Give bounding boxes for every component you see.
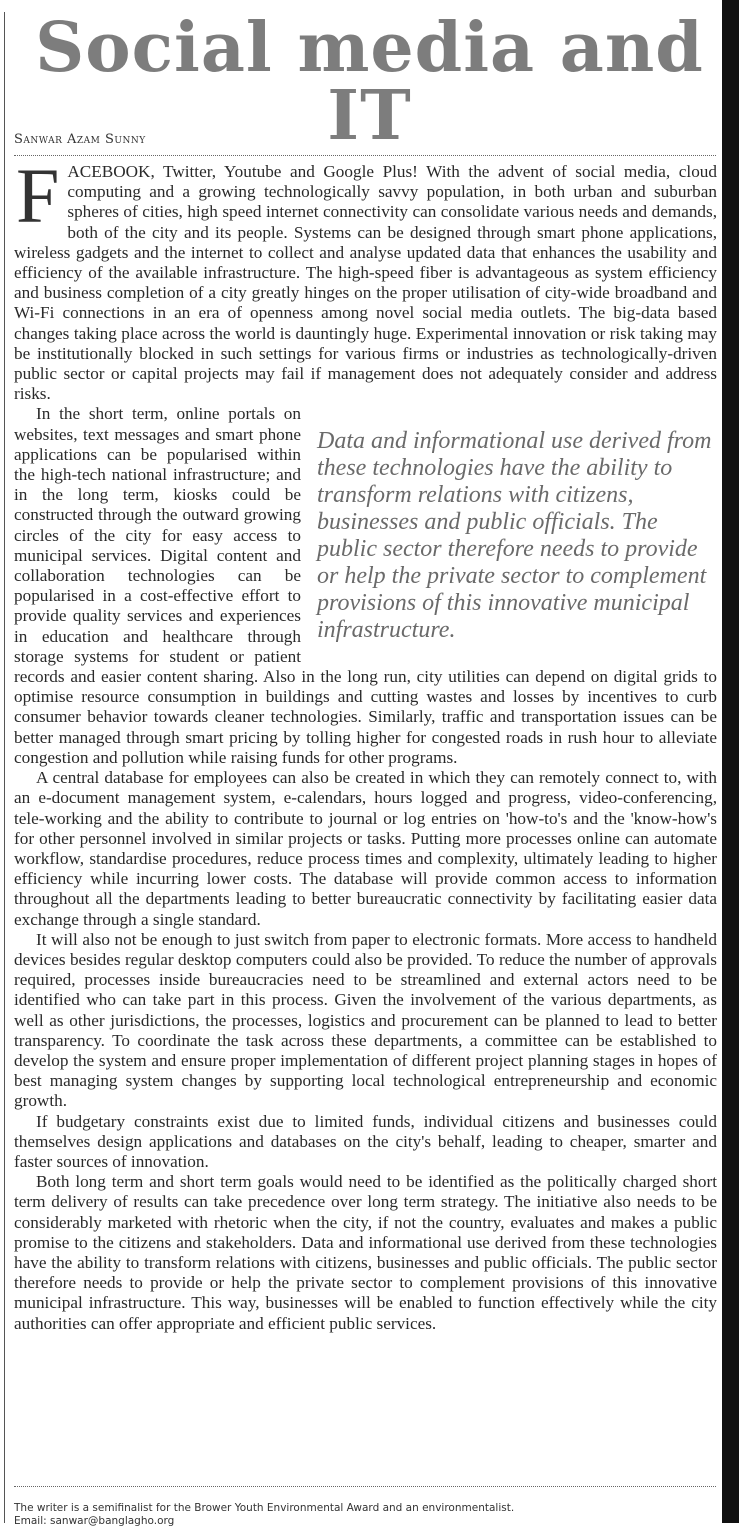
paragraph-5: If budgetary constraints exist due to limited funds, individual citizens and businesses could themselves design applications and databases on the city's behalf, leading to cheaper, smarter and faster sources of innovation. (14, 1111, 717, 1171)
article-body (14, 152, 717, 1334)
headline: Social media and IT (35, 8, 704, 156)
paragraph-3: A central database for employees can also be created in which they can remotely connect to, with an e-document management system, e-calendars, hours logged and progress, video-conferencing, tele-working and the ability to contribute to journal or log entries on 'how-to's and the 'know-how's for other personnel involved in similar projects or tasks. Putting more processes online can automate workflow, standardise procedures, reduce process times and complexity, ultimately leading to higher efficiency while incurring lower costs. The database will provide common access to information throughout all the departments leading to better bureaucratic connectivity by facilitating easier data exchange through a single standard. (14, 768, 717, 929)
footer-divider (14, 1486, 716, 1487)
drop-cap: F (16, 152, 60, 239)
paragraph-1-text: ACEBOOK, Twitter, Youtube and Google Plus! With the advent of social media, cloud computing and a growing technologically savvy population, in both urban and suburban spheres of cities, high speed internet connectivity can consolidate various needs and demands, both of the city and its people. Systems can be designed through smart phone applications, wireless gadgets and the internet to collect and analyse updated data that enhances the usability and efficiency of the available infrastructure. The high-speed fiber is advantageous as system efficiency and business completion of a city greatly hinges on the proper utilisation of city-wide broadband and Wi-Fi connections in an era of openness among novel social media outlets. The big-data based changes taking place across the world is dauntingly huge. Experimental innovation or risk taking may be institutionally blocked in such settings for various firms or industries as technologically-driven public sector or capital projects may fail if management does not adequately consider and address risks. (14, 162, 717, 404)
left-column-rule (4, 12, 5, 1523)
page-edge-bar (722, 0, 739, 1523)
paragraph-4: It will also not be enough to just switch from paper to electronic formats. More access to handheld devices besides regular desktop computers could also be provided. To reduce the number of approvals required, processes inside bureaucracies need to be streamlined and external actors need to be identified who can take part in this process. Given the involvement of the various departments, as well as other jurisdictions, the processes, logistics and procurement can be planned to lead to better transparency. To coordinate the task across these departments, a committee can be established to develop the system and ensure proper implementation of different project planning stages in hopes of best managing system changes by supporting local technological entrepreneurship and economic growth. (14, 929, 717, 1111)
author-note (14, 1502, 716, 1528)
byline: Sanwar Azam Sunny (14, 132, 716, 156)
paragraph-6: Both long term and short term goals would need to be identified as the politically charged short term delivery of results can take precedence over long term strategy. The initiative also needs to be considerably marketed with rhetoric when the city, if not the country, evaluates and makes a public promise to the citizens and stakeholders. Data and informational use derived from these technologies have the ability to transform relations with citizens, businesses and public officials. The public sector therefore needs to provide or help the private sector to complement provisions of this innovative municipal infrastructure. This way, businesses will be enabled to function effectively while the city authorities can offer appropriate and efficient public services. (14, 1172, 717, 1333)
pull-quote: Data and informational use derived from these technologies have the ability to transform relations with citizens, businesses and public officials. The public sector therefore needs to provide or help the private sector to complement provisions of this innovative municipal infrastructure. (317, 428, 712, 644)
paragraph-2: In the short term, online portals on websites, text messages and smart phone applications can be popularised within the high-tech national infrastructure; and in the long term, kiosks could be constructed through the outward growing circles of the city for easy access to municipal services. Digital content and collaboration technologies can be popularised in a cost-effective effort to provide quality services and experiences in education and healthcare through storage systems for student or patient records and easier content sharing. Also in the long run, city utilities can depend on digital grids to optimise resource consumption in buildings and cutting wastes and losses by incentives to curb consumer behavior towards cleaner technologies. Similarly, traffic and transportation issues can be better managed through smart pricing by tolling higher for congested roads in rush hour to alleviate congestion and pollution while raising funds for other programs. (14, 404, 717, 767)
author-bio: The writer is a semifinalist for the Brower Youth Environmental Award and an environmentalist. (14, 1502, 515, 1514)
paragraph-1 (14, 152, 717, 404)
author-email: Email: sanwar@banglagho.org (14, 1515, 175, 1527)
